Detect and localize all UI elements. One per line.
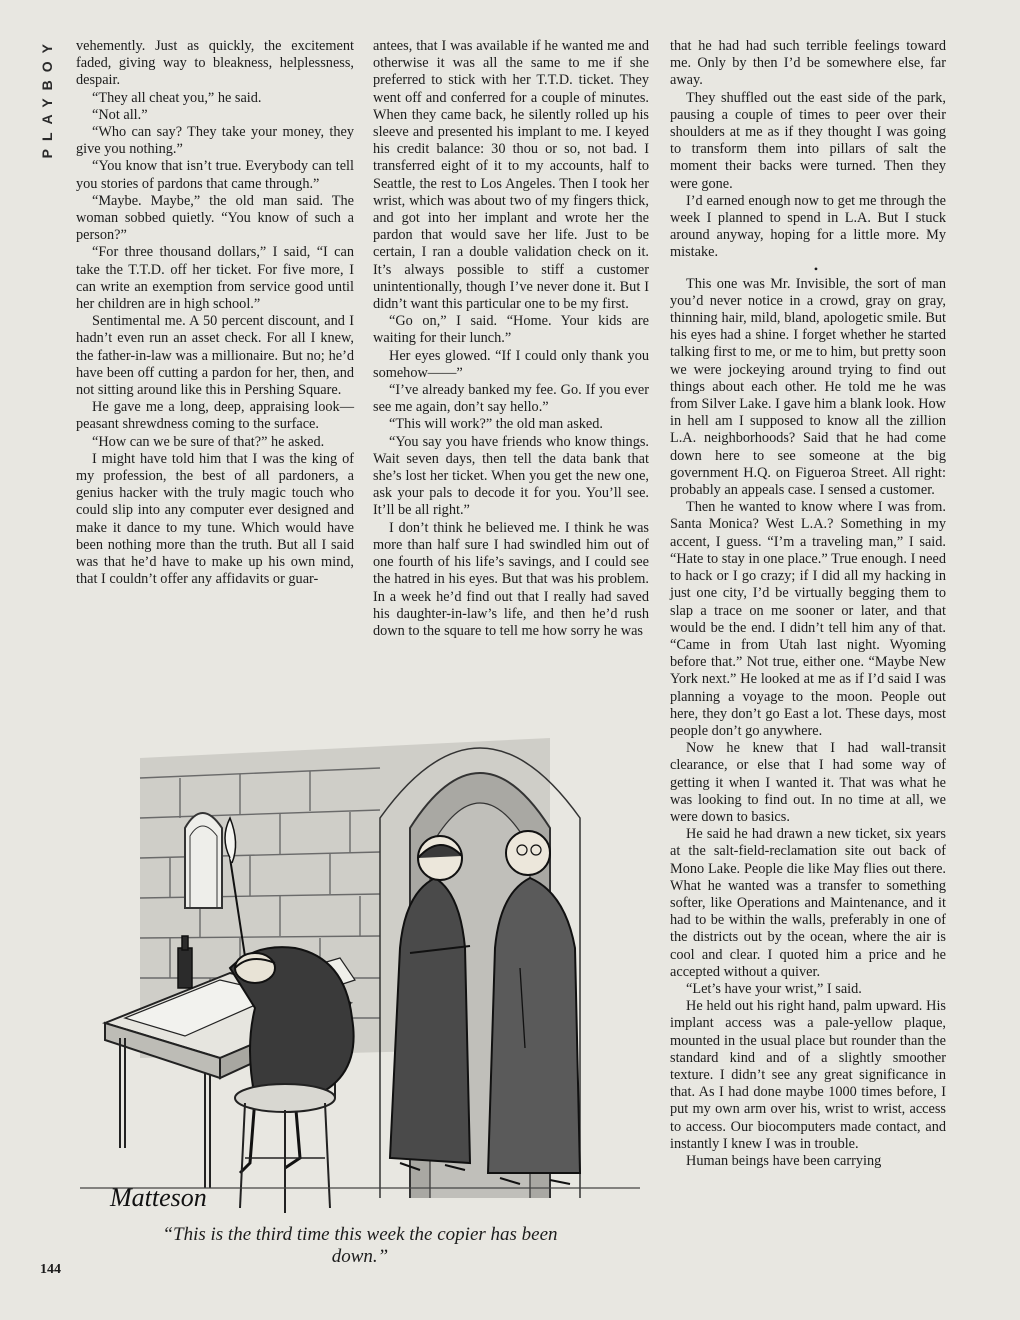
text-column-3: [670, 38, 946, 1170]
paragraph: “Let’s have your wrist,” I said.: [686, 980, 862, 997]
paragraph: Human beings have been carrying: [686, 1153, 882, 1169]
arched-window: [185, 813, 222, 908]
paragraph: Sentimental me. A 50 percent discount, and I hadn’t even run an asset check. For all I knew, the father-in-law was a millionaire. But no; he’d have been off cutting a pardon for her, then, and not sitting around like this in Pershing Square.: [76, 313, 354, 399]
paragraph: “This will work?” the old man asked.: [389, 416, 603, 433]
paragraph: I don’t think he believed me. I think he was more than half sure I had swindled him out of one fourth of his life’s savings, and I could see the hatred in his eyes. But that was his problem. In a week he’d find out that I really had saved his daughter-in-law’s life, and then he’d rush down to the square to tell me how sorry he was: [373, 519, 649, 639]
paragraph: Then he wanted to know where I was from. Santa Monica? West L.A.? Something in my accent, I guess. “I’m a traveling man,” I said. “Hate to stay in one place.” True enough. I need to hack or I go crazy; if I did all my hacking in just one city, I’d be virtually begging them to slap a trace on me sooner or later, and that would be the end. I didn’t tell him any of that. “Came in from Utah last night. Wyoming before that.” Not true, either one. “Maybe New York next.” He looked at me as if I’d said I was planning a voyage to the moon. People out here, they don’t go East a lot. These days, most people don’t go anywhere.: [670, 499, 946, 739]
paragraph: that he had had such terrible feelings toward me. Only by then I’d be somewhere else, far away.: [670, 38, 946, 89]
paragraph: This one was Mr. Invisible, the sort of man you’d never notice in a crowd, gray on gray, thinning hair, mild, bland, apologetic smile. But his eyes had a shine. I forget whether he started talking first to me, or me to him, but pretty soon we were jockeying around trying to find out things about each other. He told me he was from Silver Lake. I gave him a blank look. How in hell am I supposed to know all the zillion L.A. neighborhoods? Said that he had come down here to see someone at the big government H.Q. on Figueroa Street. All right: probably an appeals case. I sensed a customer.: [670, 275, 946, 499]
page-number: 144: [40, 1262, 61, 1277]
paragraph: “Go on,” I said. “Home. Your kids are waiting for their lunch.”: [373, 313, 649, 347]
text-column-2: [373, 38, 649, 640]
paragraph: “For three thousand dollars,” I said, “I can take the T.T.D. off her ticket. For five more, I can write an exemption from service good until her children are in high school.”: [76, 244, 354, 313]
paragraph: Now he knew that I had wall-transit clearance, or else that I had some way of getting it when I wanted it. That was what he was looking to find out. In no time at all, we were down to basics.: [670, 740, 946, 825]
paragraph: “How can we be sure of that?” he asked.: [92, 433, 325, 450]
paragraph: antees, that I was available if he wanted me and otherwise it was all the same to me if she preferred to stick with her T.T.D. ticket. They went off and conferred for a couple of minutes. When they came back, he silently rolled up his sleeve and presented his implant to me. I keyed his credit balance: 30 thou or so, not bad. I transferred eight of it to my accounts, half to Seattle, the rest to Los Angeles. Then I took her wrist, which was about two of my fingers thick, and got into her implant and wrote her the pardon that would save her life. Just to be certain, I ran a double validation check on it. It’s always possible to stiff a customer unintentionally, though I’ve never done it. But I didn’t want this particular one to be my first.: [373, 38, 649, 313]
paragraph: “You say you have friends who know things. Wait seven days, then tell the data bank that she’s lost her ticket. When you get the new one, ask your pals to decode it for you. You’ll see. It’ll be all right.”: [373, 433, 649, 519]
text-column-1: [76, 38, 354, 589]
paragraph: vehemently. Just as quickly, the excitement faded, giving way to bleakness, helplessness, despair.: [76, 38, 354, 89]
paragraph: “You know that isn’t true. Everybody can tell you stories of pardons that came through.”: [76, 158, 354, 192]
paragraph: He gave me a long, deep, appraising look—peasant shrewdness coming to the surface.: [76, 399, 354, 433]
paragraph: “They all cheat you,” he said.: [92, 89, 262, 106]
cartoon-caption: “This is the third time this week the copier has been down.”: [162, 1224, 558, 1267]
paragraph: I might have told him that I was the king of my profession, the best of all pardoners, a genius hacker with the truly magic touch who could slip into any computer ever designed and make it dance to my tune. Which would have been nothing more than the truth. But all I said was that he’d have to make up his own mind, that I couldn’t offer any affidavits or guar-: [76, 450, 354, 588]
paragraph: “Not all.”: [92, 106, 148, 123]
paragraph: “Who can say? They take your money, they give you nothing.”: [76, 124, 354, 158]
paragraph: Her eyes glowed. “If I could only thank you somehow——”: [373, 347, 649, 381]
cartoon-illustration: [80, 718, 640, 1218]
masthead: PLAYBOY: [39, 36, 55, 159]
paragraph: He said he had drawn a new ticket, six years at the salt-field-reclamation site out back of Mono Lake. People die like May flies out there. What he wanted was a transfer to something softer, like Operations and Maintenance, and it had to be within the walls, preferably in one of the districts out by the ocean, where the air is cool and clear. I quoted him a price and he accepted without a quiver.: [670, 826, 946, 980]
paragraph: He held out his right hand, palm upward. His implant access was a pale-yellow plaque, mounted in the usual place but rounder than the standard kind and of a slightly smoother texture. I didn’t see any great significance in that. As I had done maybe 1000 times before, I put my own arm over his, wrist to wrist, access to access. Our biocomputers made contact, and instantly I knew I was in trouble.: [670, 998, 946, 1152]
paragraph: I’d earned enough now to get me through the week I planned to spend in L.A. But I stuck around anyway, hoping for a little more. My mistake.: [670, 192, 946, 261]
cartoon-signature: Matteson: [110, 1183, 207, 1212]
paragraph: “I’ve already banked my fee. Go. If you ever see me again, don’t say hello.”: [373, 382, 649, 416]
paragraph: “Maybe. Maybe,” the old man said. The woman sobbed quietly. “You know of such a person?”: [76, 192, 354, 244]
section-break-bullet: •: [813, 261, 819, 276]
paragraph: They shuffled out the east side of the park, pausing a couple of times to peer over their shoulders at me as if they thought I was going to transform them into pillars of salt the moment their backs were turned. Then they were gone.: [670, 89, 946, 192]
